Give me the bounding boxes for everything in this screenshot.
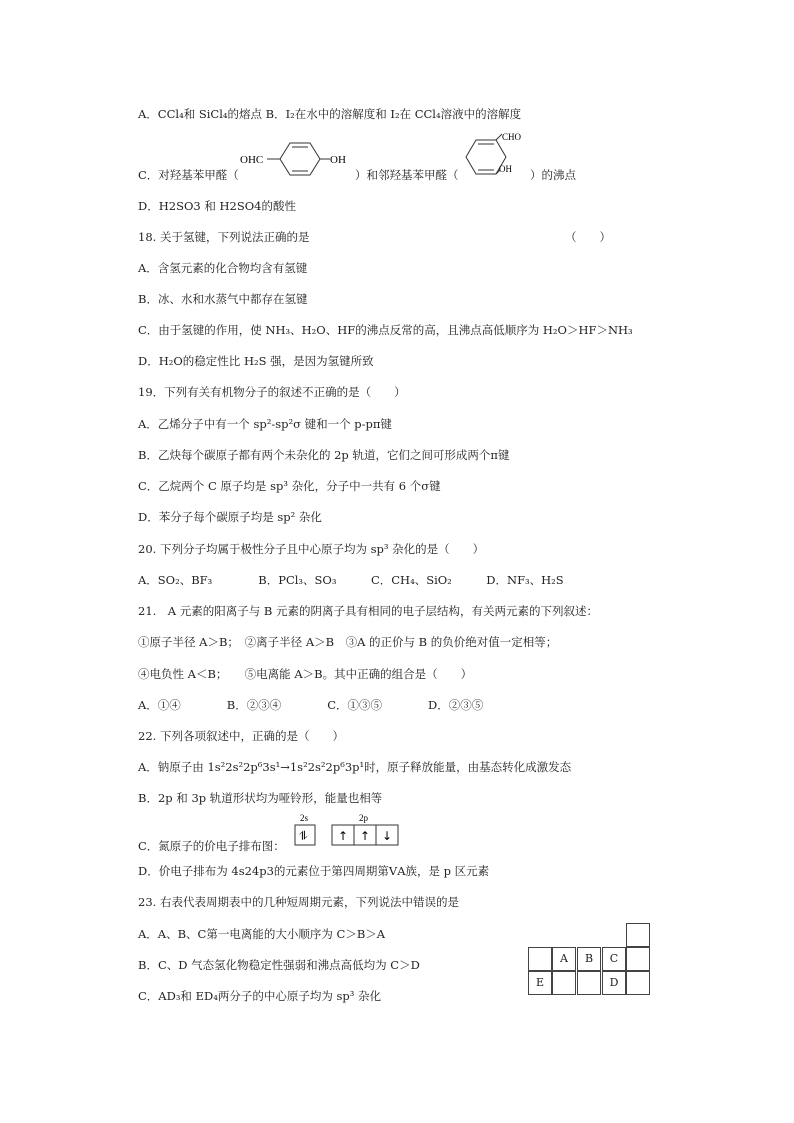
q22-option-d: D．价电子排布为 4s24p3的元素位于第四周期第ⅤA族，是 p 区元素 <box>138 864 490 878</box>
q22-option-a: A．钠原子由 1s²2s²2p⁶3s¹→1s²2s²2p⁶3p¹时，原子释放能量，由基态转化成激发态 <box>138 760 572 774</box>
table-cell-empty-top <box>626 923 650 947</box>
q22-stem: 22. 下列各项叙述中，正确的是（ ） <box>138 729 344 743</box>
q21-statements-2: ④电负性 A＜B； ⑤电离能 A＞B。其中正确的组合是（ ） <box>138 667 473 681</box>
q20-stem: 20. 下列分子均属于极性分子且中心原子均为 sp³ 杂化的是（ ） <box>138 542 485 556</box>
q21-options: A．①④ B．②③④ C．①③⑤ D．②③⑤ <box>138 698 484 712</box>
q18-answer-paren: （ ） <box>565 230 611 244</box>
q19-option-c: C．乙烷两个 C 原子均是 sp³ 杂化，分子中一共有 6 个σ键 <box>138 479 441 493</box>
table-cell-e: E <box>528 971 552 995</box>
q18-option-d: D．H₂O的稳定性比 H₂S 强，是因为氢键所致 <box>138 354 374 368</box>
para-oh-label: OH <box>330 154 346 166</box>
q17-option-c-right: ）的沸点 <box>530 168 576 182</box>
q19-option-a: A．乙烯分子中有一个 sp²-sp²σ 键和一个 p-pπ键 <box>138 417 392 431</box>
q21-statements-1: ①原子半径 A＞B； ②离子半径 A＞B ③A 的正价与 B 的负价绝对值一定相等； <box>138 635 558 649</box>
table-cell-empty <box>552 971 576 995</box>
q23-option-a: A．A、B、C第一电离能的大小顺序为 C＞B＞A <box>138 927 386 941</box>
q17-option-a-b: A．CCl₄和 SiCl₄的熔点 B．I₂在水中的溶解度和 I₂在 CCl₄溶液中的溶解度 <box>138 107 522 121</box>
q19-stem: 19．下列有关有机物分子的叙述不正确的是（ ） <box>138 385 406 399</box>
q18-option-a: A．含氢元素的化合物均含有氢键 <box>138 261 308 275</box>
orbital-2p-label: 2p <box>359 813 368 823</box>
q17-option-c-left: C．对羟基苯甲醛（ <box>138 168 239 182</box>
table-cell-empty <box>626 947 650 971</box>
q20-options: A．SO₂、BF₃ B．PCl₃、SO₃ C．CH₄、SiO₂ D．NF₃、H₂S <box>138 573 564 587</box>
q23-stem: 23. 右表代表周期表中的几种短周期元素，下列说法中错误的是 <box>138 895 459 909</box>
q22-option-c: C．氮原子的价电子排布图： <box>138 839 285 853</box>
orbital-2s-box: ⥮ <box>299 829 308 843</box>
q17-option-d: D．H2SO3 和 H2SO4的酸性 <box>138 199 296 213</box>
orbital-2p-box-3: ↓ <box>382 829 393 843</box>
table-cell-c: C <box>602 947 626 971</box>
para-hydroxybenzaldehyde-structure <box>240 140 350 184</box>
table-cell-b: B <box>577 947 601 971</box>
q18-stem: 18. 关于氢键，下列说法正确的是 <box>138 230 310 244</box>
ortho-hydroxybenzaldehyde-structure <box>462 132 532 186</box>
table-cell-empty <box>577 971 601 995</box>
table-cell-empty <box>528 947 552 971</box>
table-cell-a: A <box>552 947 576 971</box>
para-cho-label: OHC <box>240 154 264 166</box>
q21-stem: 21. A 元素的阳离子与 B 元素的阴离子具有相同的电子层结构，有关两元素的下列叙述： <box>138 604 599 618</box>
table-cell-empty <box>626 971 650 995</box>
orbital-2p-box-2: ↑ <box>360 829 371 843</box>
q19-option-d: D．苯分子每个碳原子均是 sp² 杂化 <box>138 510 322 524</box>
q17-option-c-mid: ）和邻羟基苯甲醛（ <box>355 168 459 182</box>
nitrogen-orbital-diagram <box>294 812 414 856</box>
q23-option-c: C．AD₃和 ED₄两分子的中心原子均为 sp³ 杂化 <box>138 989 381 1003</box>
orbital-2s-label: 2s <box>300 813 309 823</box>
q18-option-c: C．由于氢键的作用，使 NH₃、H₂O、HF的沸点反常的高，且沸点高低顺序为 H₂O＞HF＞NH₃ <box>138 323 633 337</box>
q22-option-b: B．2p 和 3p 轨道形状均为哑铃形，能量也相等 <box>138 791 383 805</box>
q23-option-b: B．C、D 气态氢化物稳定性强弱和沸点高低均为 C＞D <box>138 958 420 972</box>
table-cell-d: D <box>602 971 626 995</box>
q19-option-b: B．乙炔每个碳原子都有两个未杂化的 2p 轨道，它们之间可形成两个π键 <box>138 448 510 462</box>
orbital-2p-box-1: ↑ <box>338 829 349 843</box>
ortho-oh-label: OH <box>499 164 512 174</box>
ortho-cho-label: CHO <box>502 132 522 142</box>
q18-option-b: B．冰、水和水蒸气中都存在氢键 <box>138 292 308 306</box>
